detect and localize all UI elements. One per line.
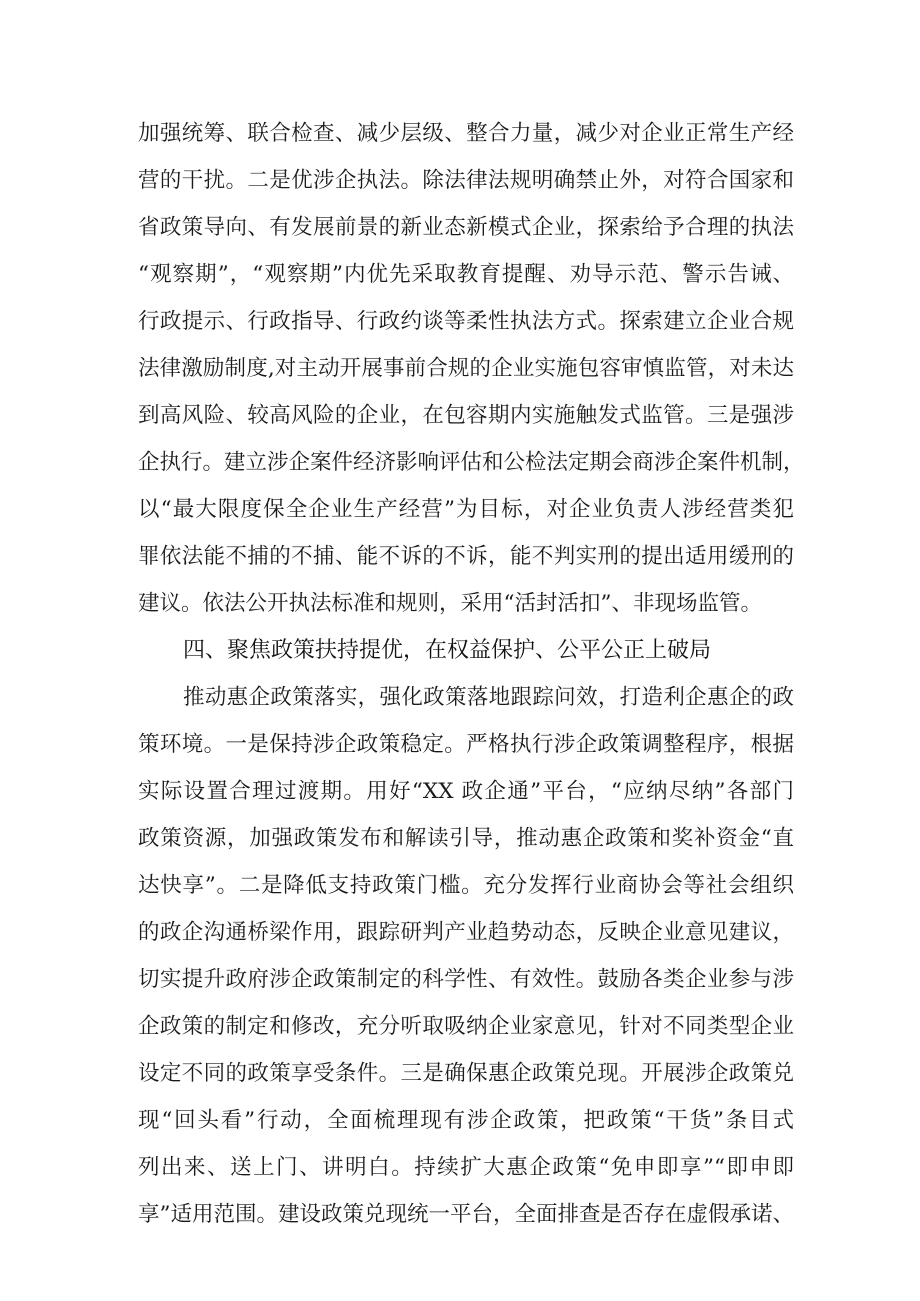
text-line: 策环境。一是保持涉企政策稳定。严格执行涉企政策调整程序，根据 — [138, 732, 794, 757]
text-line: 企政策的制定和修改，充分听取吸纳企业家意见，针对不同类型企业 — [138, 1014, 794, 1039]
text-line: 设定不同的政策享受条件。三是确保惠企政策兑现。开展涉企政策兑 — [138, 1061, 794, 1086]
text-line: 推动惠企政策落实，强化政策落地跟踪问效，打造利企惠企的政 — [183, 685, 794, 710]
text-line: 列出来、送上门、讲明白。持续扩大惠企政策“免申即享”“即申即 — [138, 1155, 794, 1180]
paragraph-continuation — [138, 110, 805, 627]
text-line: “观察期”，“观察期”内优先采取教育提醒、劝导示范、警示告诫、 — [138, 262, 794, 287]
text-line: 建议。依法公开执法标准和规则，采用“活封活扣”、非现场监管。 — [138, 591, 762, 616]
text-line: 享”适用范围。建设政策兑现统一平台，全面排查是否存在虚假承诺、 — [138, 1202, 794, 1227]
text-line: 罪依法能不捕的不捕、能不诉的不诉，能不判实刑的提出适用缓刑的 — [138, 544, 794, 569]
text-line: 实际设置合理过渡期。用好“XX 政企通”平台，“应纳尽纳”各部门 — [138, 779, 794, 804]
text-line: 加强统筹、联合检查、减少层级、整合力量，减少对企业正常生产经 — [138, 121, 794, 146]
text-line: 的政企沟通桥梁作用，跟踪研判产业趋势动态，反映企业意见建议， — [138, 920, 794, 945]
text-line: 切实提升政府涉企政策制定的科学性、有效性。鼓励各类企业参与涉 — [138, 967, 794, 992]
text-line: 政策资源，加强政策发布和解读引导，推动惠企政策和奖补资金“直 — [138, 826, 794, 851]
text-line: 企执行。建立涉企案件经济影响评估和公检法定期会商涉企案件机制， — [138, 450, 805, 475]
text-line: 达快享”。二是降低支持政策门槛。充分发挥行业商协会等社会组织 — [138, 873, 794, 898]
text-line: 行政提示、行政指导、行政约谈等柔性执法方式。探索建立企业合规 — [138, 309, 794, 334]
text-line: 现“回头看”行动，全面梳理现有涉企政策，把政策“干货”条目式 — [138, 1108, 794, 1133]
section-heading: 四、聚焦政策扶持提优，在权益保护、公平公正上破局 — [183, 638, 712, 663]
paragraph-policy — [138, 674, 794, 1238]
text-line: 省政策导向、有发展前景的新业态新模式企业，探索给予合理的执法 — [138, 215, 794, 240]
text-line: 法律激励制度,对主动开展事前合规的企业实施包容审慎监管，对未达 — [138, 356, 794, 381]
text-line: 营的干扰。二是优涉企执法。除法律法规明确禁止外，对符合国家和 — [138, 168, 794, 193]
text-line: 到高风险、较高风险的企业，在包容期内实施触发式监管。三是强涉 — [138, 403, 794, 428]
text-line: 以“最大限度保全企业生产经营”为目标，对企业负责人涉经营类犯 — [138, 497, 794, 522]
document-page — [138, 110, 805, 1238]
